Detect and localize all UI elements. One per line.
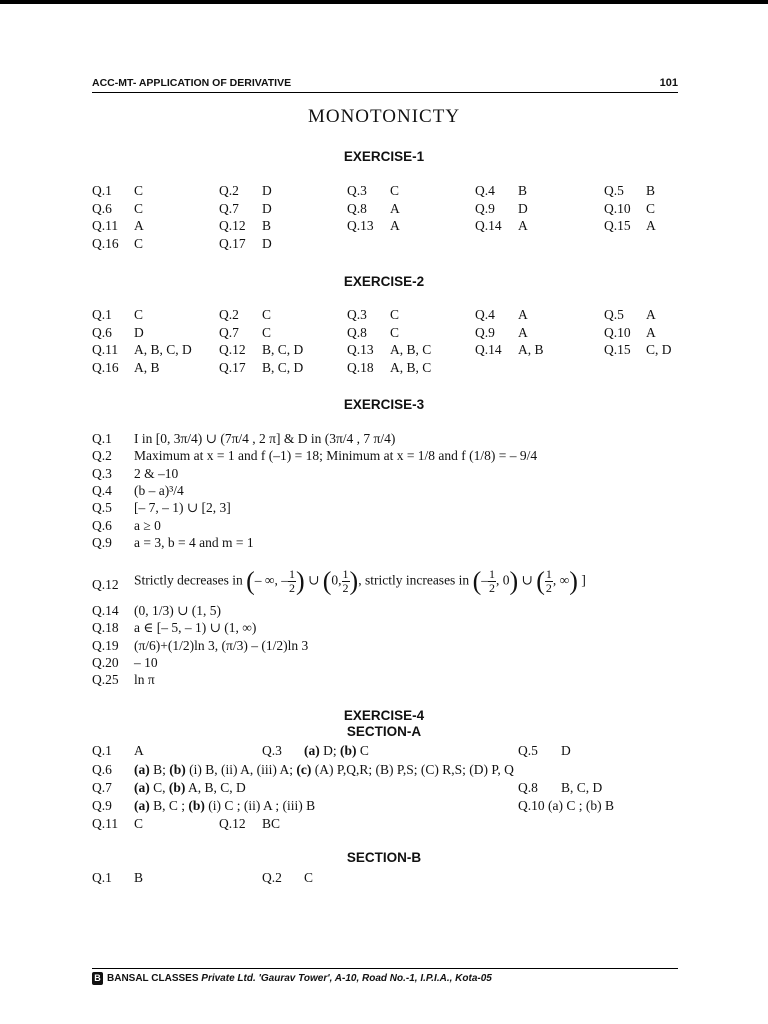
exercise-4-heading: EXERCISE-4 xyxy=(343,708,425,723)
q-label: Q.7 xyxy=(219,324,239,340)
answer: – 10 xyxy=(134,654,158,670)
answer: B xyxy=(134,870,144,885)
answer-row xyxy=(0,620,768,637)
q-label: Q.12 xyxy=(219,218,246,233)
ex4-row-q7 xyxy=(0,780,768,797)
ex4-row-q1 xyxy=(0,743,768,760)
q-label: Q.14 xyxy=(92,603,119,618)
frac-num: 1 xyxy=(545,567,552,581)
q-label: Q.18 xyxy=(92,620,119,636)
answer: A xyxy=(390,200,400,216)
q-label: Q.13 xyxy=(347,342,374,357)
answer: A, B xyxy=(134,359,160,375)
q-label: Q.6 xyxy=(92,324,112,340)
q-label: Q.11 xyxy=(92,816,119,831)
ex4-secb-row xyxy=(0,870,768,887)
answer: B, C, D xyxy=(262,359,304,375)
answer: (π/6)+(1/2)ln 3, (π/3) – (1/2)ln 3 xyxy=(134,637,309,653)
q12-neg-inf: – ∞, – xyxy=(254,572,289,588)
answer: Maximum at x = 1 and f (–1) = 18; Minimum at x = 1/8 and f (1/8) = – 9/4 xyxy=(134,448,538,464)
page-title: MONOTONICTY xyxy=(307,106,461,127)
q-label: Q.3 xyxy=(262,743,282,758)
q-label: Q.6 xyxy=(92,200,112,216)
answer: (b – a)³/4 xyxy=(134,482,184,498)
answer: BC xyxy=(262,816,281,831)
q-label: Q.19 xyxy=(92,637,119,653)
part-a-label: (a) xyxy=(134,762,150,777)
q-label: Q.2 xyxy=(219,183,239,198)
q-label: Q.12 xyxy=(219,342,246,357)
answer: A xyxy=(518,218,528,233)
answer: a = 3, b = 4 and m = 1 xyxy=(134,534,254,550)
section-a-heading: SECTION-A xyxy=(346,724,422,739)
q-label: Q.1 xyxy=(92,307,112,322)
answer-row xyxy=(0,603,768,620)
answer: A xyxy=(390,218,400,233)
q-label: Q.8 xyxy=(347,200,367,216)
answer: A, B xyxy=(518,342,544,357)
union-symbol: ∪ xyxy=(521,572,533,588)
q-label: Q.3 xyxy=(92,465,112,481)
answer: (i) C ; (ii) A ; (iii) B xyxy=(204,798,316,813)
q12-label: Q.12 xyxy=(92,577,119,592)
q-label: Q.10 xyxy=(604,324,631,340)
ex4-row-q9 xyxy=(0,798,768,815)
answer: C xyxy=(134,816,144,831)
answer: ln π xyxy=(134,672,155,688)
answer: [– 7, – 1) ∪ [2, 3] xyxy=(134,500,231,516)
answer: D xyxy=(262,235,272,251)
q-label: Q.1 xyxy=(92,183,112,198)
answer-row xyxy=(0,431,768,448)
q12-dec-text: Strictly decreases in xyxy=(134,572,243,588)
page-footer xyxy=(92,968,678,985)
frac-num: 1 xyxy=(289,567,296,581)
answer: C xyxy=(356,743,369,758)
answer: B xyxy=(262,218,272,233)
footer-address: Private Ltd. 'Gaurav Tower', A-10, Road No.-1, I.P.I.A., Kota-05 xyxy=(201,973,492,985)
part-a-label: (a) xyxy=(134,798,150,813)
answer: A xyxy=(134,218,144,233)
header-title: ACC-MT- APPLICATION OF DERIVATIVE xyxy=(92,77,292,89)
answer-row xyxy=(0,448,768,465)
answer: B; xyxy=(149,762,170,777)
answer: A xyxy=(646,324,656,340)
answer: A xyxy=(518,324,528,340)
q-label: Q.9 xyxy=(475,200,495,216)
q12-neg: – xyxy=(481,572,488,588)
answer-row xyxy=(0,535,768,552)
answer: C xyxy=(134,235,144,251)
q-label: Q.20 xyxy=(92,654,119,670)
q-label: Q.9 xyxy=(92,798,112,813)
q-label: Q.9 xyxy=(92,534,112,550)
answer: C xyxy=(134,200,144,216)
frac-den: 2 xyxy=(545,581,552,595)
answer: (i) B, (ii) A, (iii) A; xyxy=(185,762,297,777)
frac-den: 2 xyxy=(488,581,495,595)
answer-row xyxy=(0,672,768,689)
q-label: Q.14 xyxy=(475,342,502,357)
answer: B, C, D xyxy=(561,780,603,795)
q-label: Q.17 xyxy=(219,235,246,251)
part-a-label: (a) xyxy=(134,780,150,795)
bansal-logo-icon: B xyxy=(92,972,103,985)
top-rule xyxy=(0,0,768,4)
answer: B, C, D xyxy=(262,342,304,357)
answer: a ≥ 0 xyxy=(134,517,161,533)
answer: 2 & –10 xyxy=(134,465,179,481)
answer-row xyxy=(0,183,768,200)
q-label: Q.11 xyxy=(92,342,119,357)
answer-row xyxy=(0,201,768,218)
part-b-label: (b) xyxy=(188,798,205,813)
q-label: Q.6 xyxy=(92,517,112,533)
q-label: Q.18 xyxy=(347,359,374,375)
q-label: Q.17 xyxy=(219,359,246,375)
q12-answer: Strictly decreases in (– ∞, – $\frac{1}{2}$ ) ∪ (0, $\frac{1}{2}$ ), strictly increases in (– $\frac{1}{2}$ , 0) ∪ ( $\frac{1}{2}$ , ∞) ] xyxy=(134,566,586,596)
answer: C xyxy=(262,324,272,340)
q-label: Q.8 xyxy=(347,324,367,340)
frac-den: 2 xyxy=(342,581,349,595)
q-label: Q.14 xyxy=(475,218,502,233)
q12-inc-text: , strictly increases in xyxy=(358,572,470,588)
answer: I in [0, 3π/4) ∪ (7π/4 , 2 π] & D in (3π/4 , 7 π/4) xyxy=(134,431,396,446)
q-label: Q.4 xyxy=(92,482,112,498)
q-label: Q.13 xyxy=(347,218,374,233)
answer: a ∈ [– 5, – 1) ∪ (1, ∞) xyxy=(134,620,257,636)
part-b-label: (b) xyxy=(340,743,357,758)
answer: (0, 1/3) ∪ (1, 5) xyxy=(134,603,222,618)
page-number: 101 xyxy=(659,77,678,89)
q-label: Q.15 xyxy=(604,342,631,357)
q-label: Q.25 xyxy=(92,672,119,688)
running-header xyxy=(92,77,678,93)
q-label: Q.16 xyxy=(92,235,119,251)
answer: A xyxy=(518,307,528,322)
q-label: Q.1 xyxy=(92,743,112,758)
q12-zero2: , 0 xyxy=(495,572,510,588)
answer: D xyxy=(134,324,144,340)
frac-den: 2 xyxy=(289,581,296,595)
answer: D; xyxy=(319,743,340,758)
answer: B xyxy=(646,183,656,198)
answer-row xyxy=(0,500,768,517)
answer-row xyxy=(0,236,768,253)
q-label: Q.4 xyxy=(475,183,495,198)
ex4-row-q6 xyxy=(0,762,768,779)
answer: A, B, C xyxy=(390,342,432,357)
answer: B, C ; xyxy=(149,798,189,813)
answer: C xyxy=(134,307,144,322)
q-label: Q.3 xyxy=(347,307,367,322)
ex4-row-q11 xyxy=(0,816,768,833)
answer: C xyxy=(390,324,400,340)
answer: C xyxy=(390,183,400,198)
q-label: Q.3 xyxy=(347,183,367,198)
answer: C xyxy=(262,307,272,322)
answer: C, xyxy=(149,780,169,795)
q-label: Q.11 xyxy=(92,218,119,233)
answer: A xyxy=(646,307,656,322)
union-symbol: ∪ xyxy=(308,572,320,588)
part-a-label: (a) xyxy=(304,743,320,758)
q-label: Q.12 xyxy=(219,816,246,831)
q-label: Q.5 xyxy=(604,307,624,322)
q-label: Q.8 xyxy=(518,780,538,795)
answer-row xyxy=(0,218,768,235)
q-label: Q.15 xyxy=(604,218,631,233)
answer: A xyxy=(134,743,144,758)
q12-end: ] xyxy=(581,572,586,588)
answer: A xyxy=(646,218,656,233)
answer-row xyxy=(0,307,768,324)
answer-row xyxy=(0,655,768,672)
exercise-2-heading: EXERCISE-2 xyxy=(343,274,425,289)
answer-row xyxy=(0,638,768,655)
answer: D xyxy=(561,743,571,758)
answer-row xyxy=(0,360,768,377)
answer: D xyxy=(518,200,528,216)
exercise-3-heading: EXERCISE-3 xyxy=(343,397,425,412)
q-label: Q.5 xyxy=(604,183,624,198)
answer: C xyxy=(134,183,144,198)
answer-row xyxy=(0,325,768,342)
answer: A, B, C, D xyxy=(185,780,246,795)
answer: B xyxy=(518,183,528,198)
q-label: Q.7 xyxy=(92,780,112,795)
q-label: Q.16 xyxy=(92,359,119,375)
q10-answer: Q.10 (a) C ; (b) B xyxy=(518,798,614,813)
answer: D xyxy=(262,183,272,198)
answer-row xyxy=(0,518,768,535)
q-label: Q.1 xyxy=(92,870,112,885)
q-label: Q.2 xyxy=(92,448,112,464)
q-label: Q.4 xyxy=(475,307,495,322)
q-label: Q.9 xyxy=(475,324,495,340)
answer: A, B, C xyxy=(390,359,432,375)
frac-num: 1 xyxy=(488,567,495,581)
answer: C xyxy=(646,200,656,216)
answer: A, B, C, D xyxy=(134,342,192,357)
q-label: Q.10 xyxy=(604,200,631,216)
q-label: Q.7 xyxy=(219,200,239,216)
part-b-label: (b) xyxy=(169,762,186,777)
q-label: Q.1 xyxy=(92,431,112,446)
q-label: Q.5 xyxy=(92,500,112,516)
q-label: Q.6 xyxy=(92,762,112,777)
answer: C xyxy=(304,870,314,885)
q-label: Q.5 xyxy=(518,743,538,758)
q-label: Q.2 xyxy=(262,870,282,885)
footer-brand: BANSAL CLASSES xyxy=(107,973,199,985)
answer-row xyxy=(0,342,768,359)
frac-num: 1 xyxy=(342,567,349,581)
answer: C xyxy=(390,307,400,322)
section-b-heading: SECTION-B xyxy=(346,850,422,865)
part-c-label: (c) xyxy=(296,762,312,777)
q-label: Q.2 xyxy=(219,307,239,322)
exercise-1-heading: EXERCISE-1 xyxy=(343,149,425,164)
answer: (A) P,Q,R; (B) P,S; (C) R,S; (D) P, Q xyxy=(311,762,514,777)
part-b-label: (b) xyxy=(168,780,186,795)
q12-zero: 0, xyxy=(331,572,342,588)
answer-row xyxy=(0,483,768,500)
answer: D xyxy=(262,200,272,216)
answer-row xyxy=(0,466,768,483)
q12-inf: , ∞ xyxy=(552,572,570,588)
answer: C, D xyxy=(646,342,672,357)
